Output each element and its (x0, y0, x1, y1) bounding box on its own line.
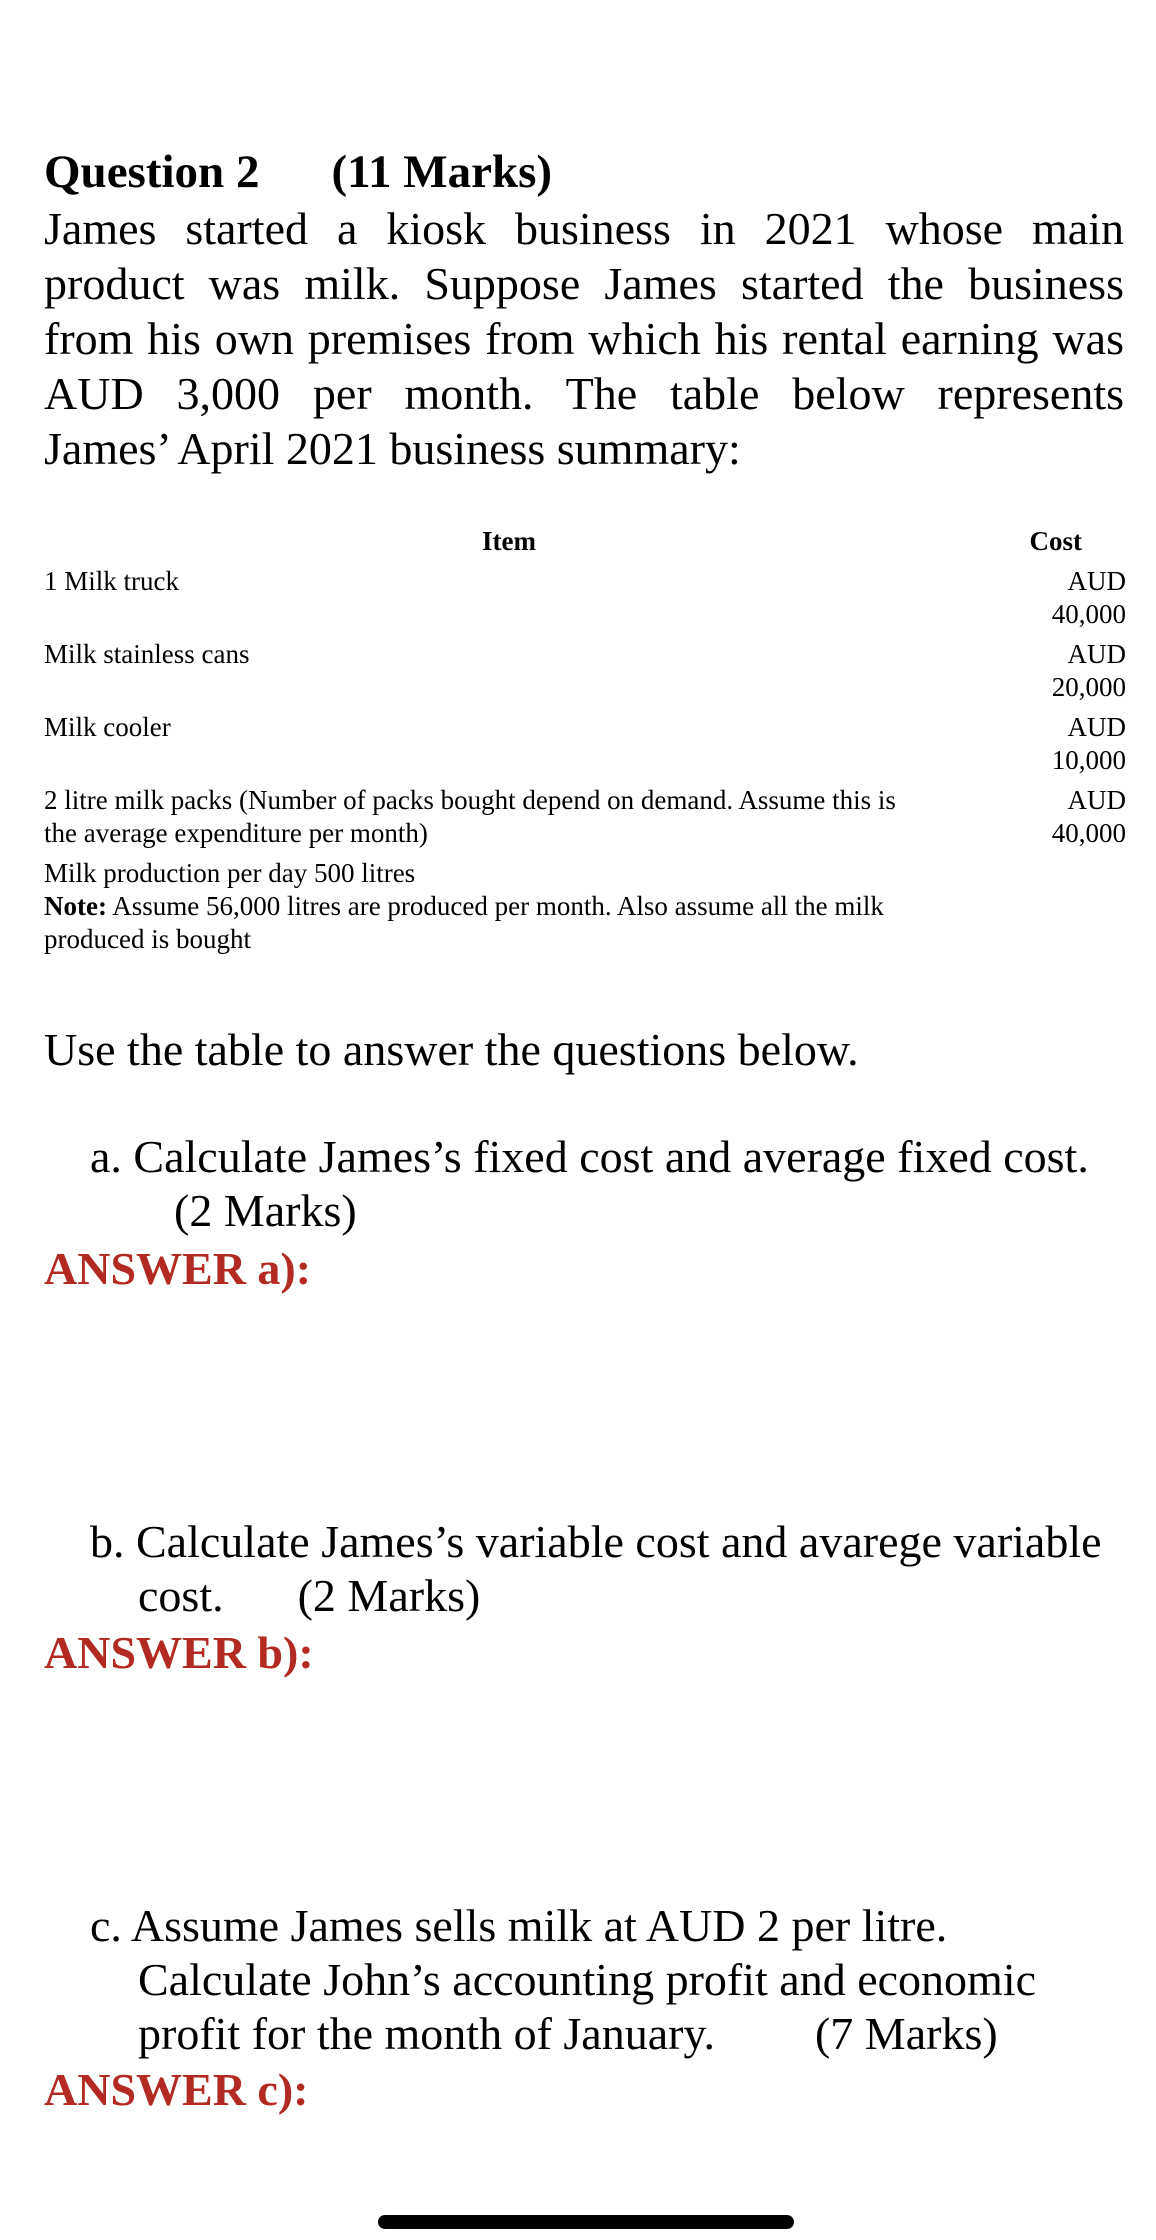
sub-question-b (90, 1515, 1102, 1623)
table-row (44, 711, 1126, 784)
question-intro (44, 201, 1124, 476)
cost-amount: 40,000 (1051, 599, 1126, 629)
row-cost (1006, 711, 1126, 777)
intro-line: product was milk. Suppose James started the business (44, 258, 1124, 309)
row-item (44, 784, 974, 850)
table-row (44, 784, 1126, 857)
row-item: Milk cooler (44, 712, 171, 742)
question-title: Question 2 (44, 146, 260, 198)
note-line: Assume 56,000 litres are produced per month. Also assume all the milk (106, 891, 884, 921)
table-row (44, 565, 1126, 638)
row-cost (1006, 565, 1126, 631)
cost-amount: 20,000 (1051, 672, 1126, 702)
intro-line: from his own premises from which his rental earning was (44, 313, 1124, 364)
note-label: Note: (44, 891, 107, 921)
row-item: Milk stainless cans (44, 639, 250, 669)
cost-amount: 40,000 (1051, 818, 1126, 848)
cost-currency: AUD (1067, 785, 1126, 815)
sub-question-b-line: cost. (138, 1570, 224, 1621)
cost-amount: 10,000 (1051, 745, 1126, 775)
question-heading (44, 144, 552, 200)
sub-question-c-line: profit for the month of January. (138, 2008, 715, 2059)
row-item-line: the average expenditure per month) (44, 818, 428, 848)
row-cost (1006, 638, 1126, 704)
intro-line: James’ April 2021 business summary: (44, 423, 741, 474)
table-header (44, 525, 1126, 565)
sub-question-a-marks: (2 Marks) (174, 1185, 357, 1236)
question-marks: (11 Marks) (331, 146, 553, 198)
row-item: 1 Milk truck (44, 566, 179, 596)
answer-c-label: ANSWER c): (44, 2064, 309, 2115)
header-item: Item (482, 526, 536, 556)
answer-b-label: ANSWER b): (44, 1627, 314, 1678)
row-item-line: 2 litre milk packs (Number of packs bought depend on demand. Assume this is (44, 785, 896, 815)
production-row (44, 857, 1126, 890)
business-summary-table (44, 525, 1126, 956)
note-line: produced is bought (44, 924, 251, 954)
cost-currency: AUD (1067, 712, 1126, 742)
row-cost (1006, 784, 1126, 850)
intro-line: James started a kiosk business in 2021 whose main (44, 203, 1124, 254)
note-row (44, 890, 1126, 956)
cost-currency: AUD (1067, 639, 1126, 669)
table-row (44, 638, 1126, 711)
production-text: Milk production per day 500 litres (44, 858, 416, 888)
sub-question-c (90, 1899, 1036, 2061)
cost-currency: AUD (1067, 566, 1126, 596)
intro-line: AUD 3,000 per month. The table below represents (44, 368, 1124, 419)
sub-question-a (90, 1130, 1089, 1238)
home-indicator-bar[interactable] (378, 2215, 794, 2229)
instruction-text: Use the table to answer the questions below. (44, 1024, 859, 1075)
note-text (44, 890, 974, 956)
sub-question-b-marks: (2 Marks) (297, 1570, 481, 1621)
sub-question-c-marks: (7 Marks) (814, 2008, 998, 2059)
sub-question-c-line: c. Assume James sells milk at AUD 2 per litre. (90, 1900, 948, 1951)
sub-question-b-line: b. Calculate James’s variable cost and avarege variable (90, 1516, 1102, 1567)
answer-a-label: ANSWER a): (44, 1243, 312, 1294)
sub-question-a-line: a. Calculate James’s fixed cost and average fixed cost. (90, 1131, 1089, 1182)
sub-question-c-line: Calculate John’s accounting profit and economic (138, 1954, 1037, 2005)
header-cost: Cost (1029, 526, 1082, 556)
